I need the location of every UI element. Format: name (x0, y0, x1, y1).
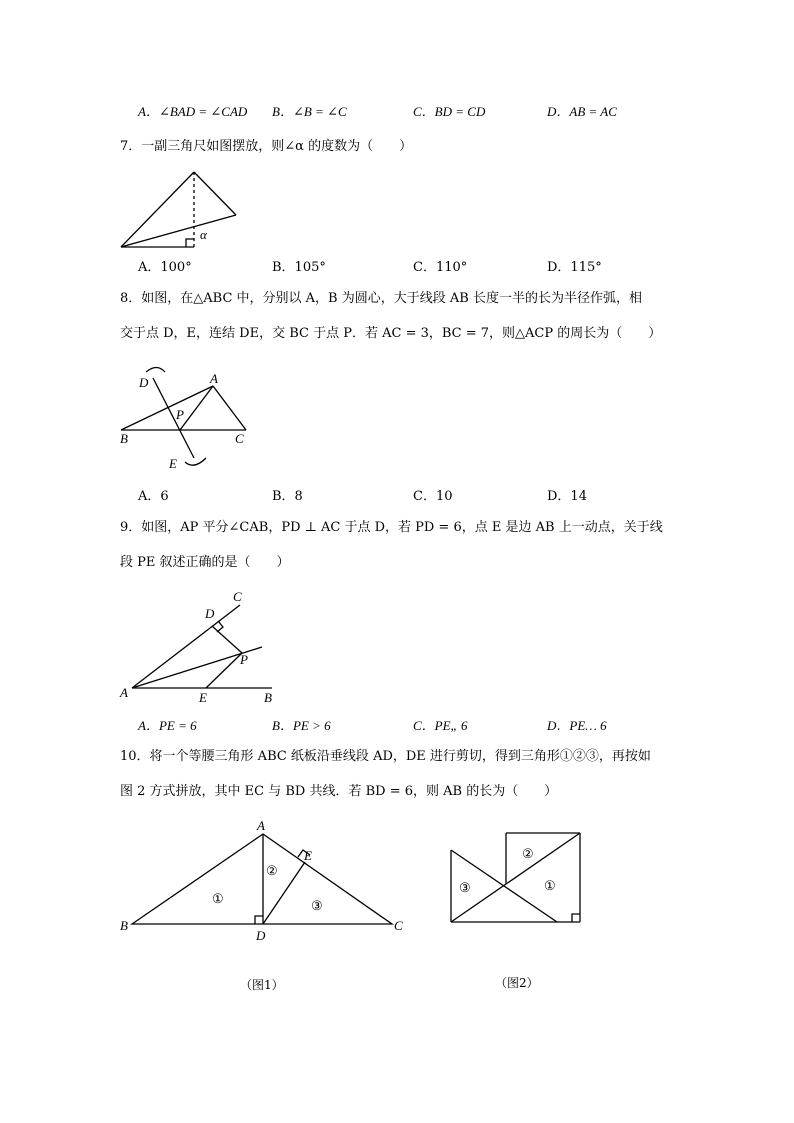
q6-option-d: D．AB = AC (547, 104, 617, 119)
q8-option-b: B．8 (272, 489, 303, 504)
q8-label-d: D (139, 375, 149, 390)
q10-fig1-label-e: E (304, 848, 312, 863)
q8-option-c: C．10 (413, 489, 453, 504)
q10-fig1-label-c: C (394, 918, 403, 933)
q7-alpha-label: α (200, 227, 207, 242)
q9-stem-line2: 段 PE 叙述正确的是（ ） (120, 555, 290, 570)
q10-fig2-piece-2: ② (522, 846, 534, 861)
q10-fig1-label-b: B (120, 918, 128, 933)
q8-label-b: B (120, 431, 128, 446)
q9-stem-line1: 9．如图，AP 平分∠CAB，PD ⊥ AC 于点 D，若 PD = 6，点 E 是边 AB 上一动点，关于线 (120, 520, 663, 535)
q9-label-a: A (120, 685, 128, 700)
q10-fig1-label-a: A (257, 818, 265, 833)
q10-fig2-piece-3: ③ (459, 880, 471, 895)
q10-fig2-caption: （图2） (495, 976, 539, 990)
q9-option-b: B．PE > 6 (272, 718, 331, 733)
q10-stem-line2: 图 2 方式拼放，其中 EC 与 BD 共线．若 BD = 6，则 AB 的长为（ ） (120, 784, 558, 799)
q8-label-c: C (235, 431, 244, 446)
q7-option-c: C．110° (413, 260, 468, 275)
q10-fig2-diag-up (451, 833, 580, 922)
q9-label-e: E (199, 690, 207, 705)
q9-label-d: D (205, 606, 215, 621)
q6-option-c: C．BD = CD (413, 104, 486, 119)
q10-fig2-piece-1: ① (544, 878, 556, 893)
q7-option-b: B．105° (272, 260, 326, 275)
q8-label-a: A (210, 371, 218, 386)
q7-option-d: D．115° (547, 260, 602, 275)
q10-fig1-caption: （图1） (240, 978, 284, 992)
q8-stem-line1: 8．如图，在△ABC 中，分别以 A，B 为圆心，大于线段 AB 长度一半的长为半径作弧，相 (120, 291, 642, 306)
q9-label-p: P (240, 652, 248, 667)
q10-fig1-piece-3: ③ (311, 898, 323, 913)
q7-option-a: A．100° (138, 260, 192, 275)
q8-stem-line2: 交于点 D，E，连结 DE，交 BC 于点 P．若 AC = 3，BC = 7，则△ACP 的周长为（ ） (120, 326, 662, 341)
q10-fig1-piece-1: ① (212, 891, 224, 906)
q8-option-d: D．14 (547, 489, 587, 504)
q9-label-b: B (264, 690, 272, 705)
q9-label-c: C (233, 589, 242, 604)
q8-option-a: A．6 (138, 489, 169, 504)
q6-option-a: A．∠BAD = ∠CAD (138, 104, 248, 119)
q9-option-a: A．PE = 6 (138, 718, 197, 733)
q9-option-d: D．PE… 6 (547, 718, 607, 733)
q9-option-c: C．PE„ 6 (413, 718, 468, 733)
q10-fig2-right-angle (572, 914, 580, 922)
q7-stem: 7．一副三角尺如图摆放，则∠α 的度数为（ ） (120, 139, 413, 154)
q10-fig1-piece-2: ② (266, 863, 278, 878)
q10-stem-line1: 10．将一个等腰三角形 ABC 纸板沿垂线段 AD，DE 进行剪切，得到三角形①②③，再按如 (120, 749, 651, 764)
q8-label-p: P (176, 407, 184, 422)
q10-fig1-label-d: D (256, 928, 266, 943)
q6-option-b: B．∠B = ∠C (272, 104, 347, 119)
q8-label-e: E (169, 456, 177, 471)
